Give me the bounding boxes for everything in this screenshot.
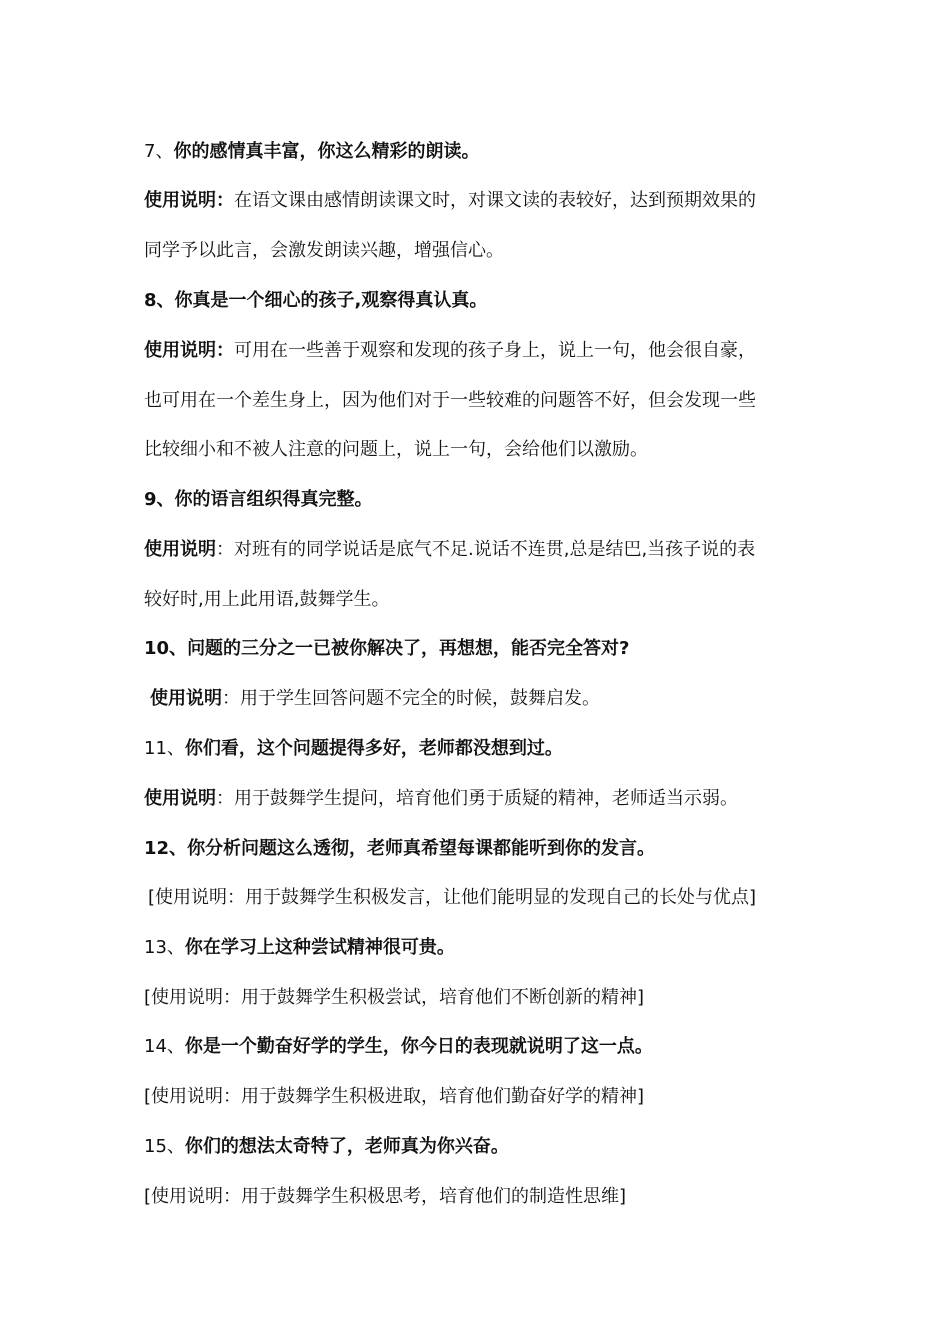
item-8-heading bbox=[144, 288, 487, 314]
item-number: 10、 bbox=[144, 638, 188, 659]
usage-label: 使用说明 bbox=[144, 788, 216, 809]
item-13-note: [使用说明：用于鼓舞学生积极尝试，培育他们不断创新的精神] bbox=[144, 987, 645, 1008]
usage-label: 使用说明 bbox=[144, 539, 216, 560]
item-14-note: [使用说明：用于鼓舞学生积极进取，培育他们勤奋好学的精神] bbox=[144, 1086, 645, 1107]
item-8-note-line-3: 比较细小和不被人注意的问题上，说上一句，会给他们以激励。 bbox=[144, 439, 648, 460]
item-8-note-line-2: 也可用在一个差生身上，因为他们对于一些较难的问题答不好，但会发现一些 bbox=[144, 390, 756, 411]
usage-label: 使用说明： bbox=[144, 340, 234, 361]
item-10-heading bbox=[144, 636, 630, 662]
item-number: 13、 bbox=[144, 937, 185, 958]
item-9-heading bbox=[144, 487, 373, 513]
usage-label: 使用说明： bbox=[144, 190, 234, 211]
usage-label: 使用说明 bbox=[150, 688, 222, 709]
item-title: 你真是一个细心的孩子,观察得真认真。 bbox=[174, 290, 488, 311]
usage-text: ：用于鼓舞学生提问，培育他们勇于质疑的精神，老师适当示弱。 bbox=[216, 788, 738, 809]
item-14-heading bbox=[144, 1034, 653, 1060]
item-title: 你在学习上这种尝试精神很可贵。 bbox=[184, 937, 455, 958]
item-title: 你是一个勤奋好学的学生，你今日的表现就说明了这一点。 bbox=[184, 1036, 653, 1057]
item-9-note-line-1 bbox=[144, 537, 755, 563]
item-12-heading bbox=[144, 836, 655, 862]
item-15-note: [使用说明：用于鼓舞学生积极思考，培育他们的制造性思维] bbox=[144, 1186, 627, 1207]
item-number: 8、 bbox=[144, 290, 175, 311]
item-number: 15、 bbox=[144, 1136, 185, 1157]
usage-text: ：对班有的同学说话是底气不足.说话不连贯,总是结巴,当孩子说的表 bbox=[216, 539, 756, 560]
item-number: 12、 bbox=[144, 838, 188, 859]
item-title: 你的语言组织得真完整。 bbox=[174, 489, 373, 510]
item-12-note: [使用说明：用于鼓舞学生积极发言，让他们能明显的发现自己的长处与优点] bbox=[148, 887, 757, 908]
item-7-note-line-1 bbox=[144, 188, 756, 214]
item-number: 14、 bbox=[144, 1036, 185, 1057]
item-title: 你分析问题这么透彻，老师真希望每课都能听到你的发言。 bbox=[187, 838, 656, 859]
item-7-note-line-2: 同学予以此言，会激发朗读兴趣，增强信心。 bbox=[144, 240, 504, 261]
item-10-note bbox=[150, 686, 600, 712]
item-number: 7、 bbox=[144, 141, 174, 162]
usage-text: 在语文课由感情朗读课文时，对课文读的表较好，达到预期效果的 bbox=[234, 190, 756, 211]
item-15-heading bbox=[144, 1134, 509, 1160]
item-7-heading bbox=[144, 139, 479, 165]
item-title: 你们看，这个问题提得多好，老师都没想到过。 bbox=[184, 738, 563, 759]
item-title: 你的感情真丰富，你这么精彩的朗读。 bbox=[173, 141, 480, 162]
item-13-heading bbox=[144, 935, 455, 961]
item-9-note-line-2: 较好时,用上此用语,鼓舞学生。 bbox=[144, 589, 390, 610]
usage-text: 可用在一些善于观察和发现的孩子身上，说上一句，他会很自豪， bbox=[234, 340, 756, 361]
item-11-heading bbox=[144, 736, 563, 762]
item-title: 你们的想法太奇特了，老师真为你兴奋。 bbox=[184, 1136, 509, 1157]
item-number: 9、 bbox=[144, 489, 175, 510]
item-11-note bbox=[144, 786, 738, 812]
item-number: 11、 bbox=[144, 738, 185, 759]
item-title: 问题的三分之一已被你解决了，再想想，能否完全答对? bbox=[187, 638, 630, 659]
item-8-note-line-1 bbox=[144, 338, 756, 364]
usage-text: ：用于学生回答问题不完全的时候，鼓舞启发。 bbox=[222, 688, 600, 709]
